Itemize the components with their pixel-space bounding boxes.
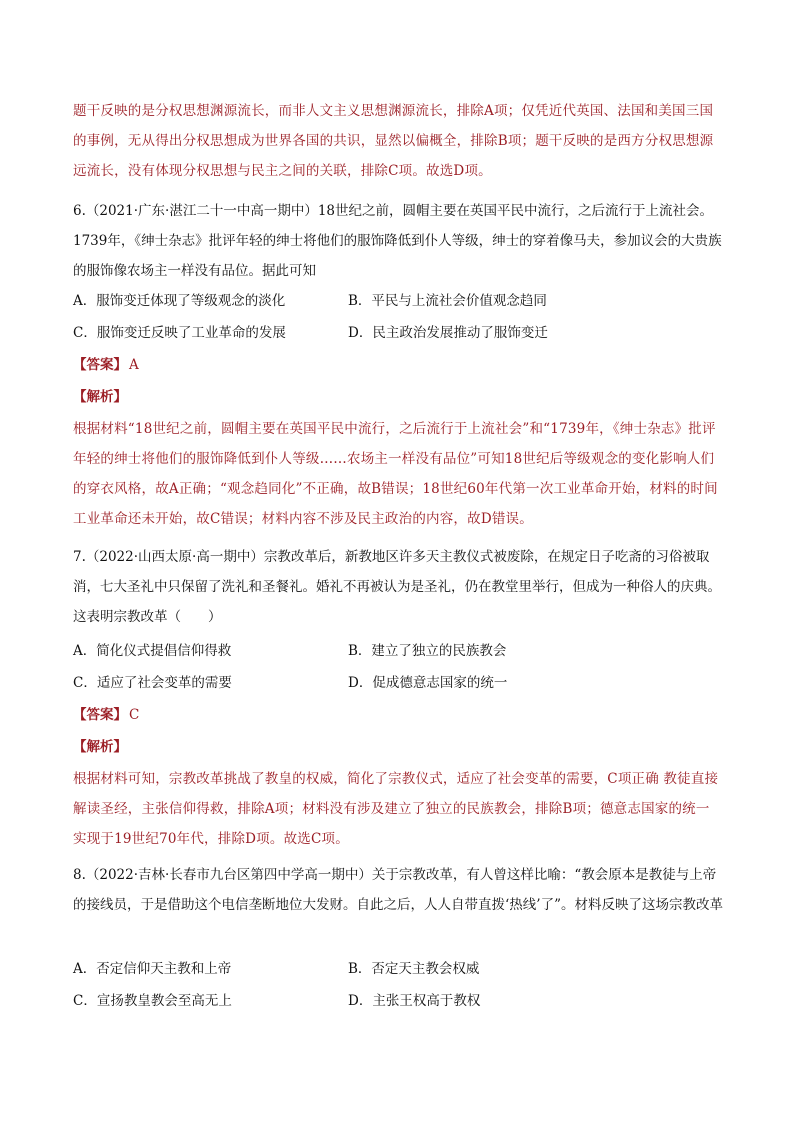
question-6-options-row-1 [73,286,723,316]
question-6-analysis: 根据材料“18世纪之前，圆帽主要在英国平民中流行，之后流行于上流社会”和“1739年，《绅士杂志》批评年轻的绅士将他们的服饰降低到仆人等级……农场主一样没有品位”可知18世纪后等级观念的变化影响人们的穿衣风格，故A正确；“观念趋同化”不正确，故B错误；18世纪60年代第一次工业革命开始，材料的时间工业革命还未开始，故C错误；材料内容不涉及民主政治的内容，故D错误。 [73,421,718,527]
question-7-analysis-tag: 【解析】 [73,739,127,755]
question-6-stem: 6.（2021·广东·湛江二十一中高一期中）18世纪之前，圆帽主要在英国平民中流行，之后流行于上流社会。1739年，《绅士杂志》批评年轻的绅士将他们的服饰降低到仆人等级，绅士的穿着像马夫，参加议会的大贵族的服饰像农场主一样没有品位。据此可知 [73,203,722,279]
question-7-option-b: B．建立了独立的民族教会 [348,643,507,659]
question-8-option-d: D．主张王权高于教权 [348,993,481,1009]
answer-tag: 【答案】 [73,707,127,723]
question-8-option-b: B．否定天主教会权威 [348,961,480,977]
question-6-option-d: D．民主政治发展推动了服饰变迁 [348,325,548,341]
question-7-option-a: A．简化仪式提倡信仰得救 [73,643,232,659]
question-8-option-a: A．否定信仰天主教和上帝 [73,961,232,977]
answer-value: C [129,707,140,723]
answer-tag: 【答案】 [73,357,127,373]
question-7-stem: 7.（2022·山西太原·高一期中）宗教改革后，新教地区许多天主教仪式被废除，在规定日子吃斋的习俗被取消，七大圣礼中只保留了洗礼和圣餐礼。婚礼不再被认为是圣礼，仍在教堂里举行，但成为一种俗人的庆典。这表明宗教改革（ ） [73,549,721,625]
question-6-option-a: A．服饰变迁体现了等级观念的淡化 [73,293,286,309]
question-7-options-row-1 [73,636,723,666]
question-8-options-row-2 [73,986,723,1016]
question-7-option-c: C．适应了社会变革的需要 [73,675,232,691]
question-6-options-row-2 [73,318,723,348]
question-7-analysis: 根据材料可知，宗教改革挑战了教皇的权威，简化了宗教仪式，适应了社会变革的需要，C项正确 教徒直接解读圣经，主张信仰得救，排除A项；材料没有涉及建立了独立的民族教会，排除B项；德意志国家的统一实现于19世纪70年代，排除D项。故选C项。 [73,771,719,847]
question-8-options-row-1 [73,954,723,984]
question-6-option-c: C．服饰变迁反映了工业革命的发展 [73,325,286,341]
question-6-option-b: B．平民与上流社会价值观念趋同 [348,293,547,309]
question-7-options-row-2 [73,668,723,698]
question-7-option-d: D．促成德意志国家的统一 [348,675,508,691]
question-8-stem: 8.（2022·吉林·长春市九台区第四中学高一期中）关于宗教改革，有人曾这样比喻：“教会原本是教徒与上帝的接线员，于是借助这个电信垄断地位大发财。自此之后，人人自带直拨‘热线’了”。材料反映了这场宗教改革 [73,867,723,913]
question-6-analysis-tag: 【解析】 [73,389,127,405]
question-6-answer [73,350,139,380]
question-8-option-c: C．宣扬教皇教会至高无上 [73,993,232,1009]
previous-question-explanation: 题干反映的是分权思想渊源流长，而非人文主义思想渊源流长，排除A项；仅凭近代英国、法国和美国三国的事例，无从得出分权思想成为世界各国的共识，显然以偏概全，排除B项；题干反映的是西方分权思想源远流长，没有体现分权思想与民主之间的关联，排除C项。故选D项。 [73,103,714,179]
answer-value: A [129,357,139,373]
question-7-answer [73,700,139,730]
